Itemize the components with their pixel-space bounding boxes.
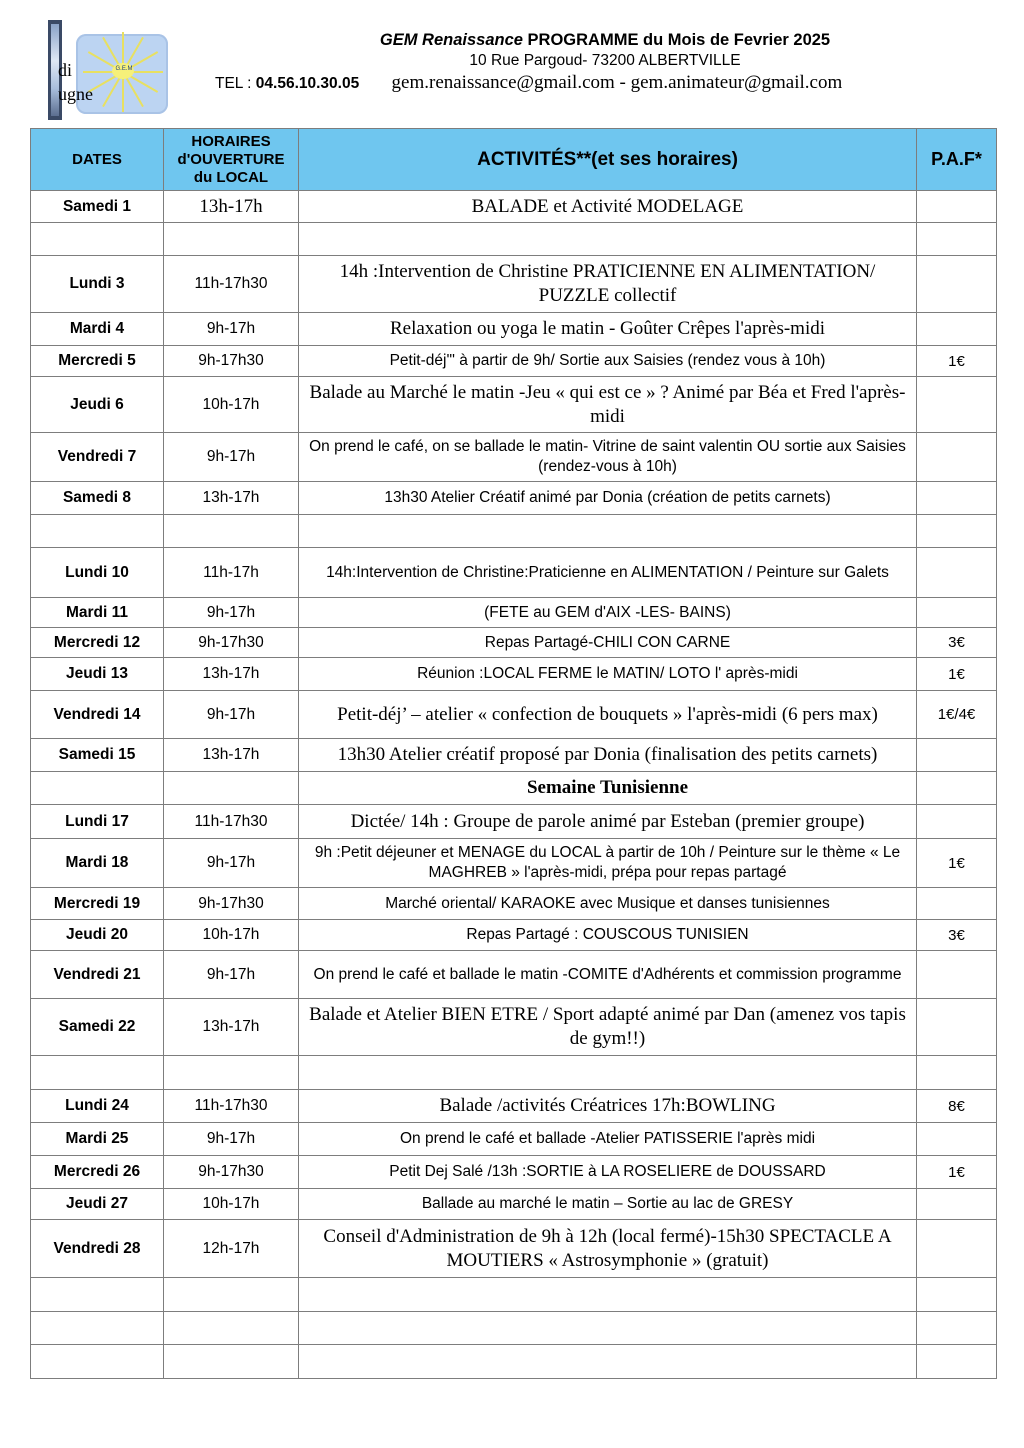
hours-cell: 9h-17h [164, 433, 299, 482]
table-row [31, 598, 997, 628]
table-row [31, 1090, 997, 1123]
date-cell [31, 772, 164, 805]
paf-cell: 3€ [917, 920, 997, 951]
activity-cell: 13h30 Atelier créatif proposé par Donia (finalisation des petits carnets) [299, 739, 917, 772]
paf-cell [917, 223, 997, 256]
program-title [180, 31, 1024, 50]
tel-label: TEL : [215, 75, 256, 92]
table-row [31, 772, 997, 805]
activity-cell: (FETE au GEM d'AIX -LES- BAINS) [299, 598, 917, 628]
header-activities: ACTIVITÉS**(et ses horaires) [299, 129, 917, 191]
activity-cell: On prend le café et ballade le matin -COMITE d'Adhérents et commission programme [299, 951, 917, 999]
org-name: GEM Renaissance [379, 31, 523, 49]
paf-cell [917, 1220, 997, 1278]
table-row [31, 256, 997, 313]
paf-cell [917, 515, 997, 548]
date-cell: Mardi 25 [31, 1123, 164, 1156]
paf-cell [917, 1123, 997, 1156]
hours-cell: 11h-17h [164, 548, 299, 598]
activity-cell [299, 1312, 917, 1345]
table-row [31, 999, 997, 1056]
activity-cell: Repas Partagé-CHILI CON CARNE [299, 628, 917, 658]
date-cell: Samedi 22 [31, 999, 164, 1056]
paf-cell: 1€ [917, 839, 997, 888]
table-row [31, 482, 997, 515]
table-row [31, 515, 997, 548]
table-row [31, 739, 997, 772]
activity-cell: Balade au Marché le matin -Jeu « qui est ce » ? Animé par Béa et Fred l'après-midi [299, 377, 917, 433]
logo-fragment-1: di [58, 60, 73, 80]
table-row [31, 313, 997, 346]
table-header-row [31, 129, 997, 191]
hours-cell [164, 223, 299, 256]
date-cell [31, 1278, 164, 1312]
date-cell: Samedi 15 [31, 739, 164, 772]
hours-cell: 9h-17h30 [164, 628, 299, 658]
paf-cell [917, 256, 997, 313]
hours-cell: 9h-17h30 [164, 888, 299, 920]
table-row [31, 548, 997, 598]
hours-cell: 9h-17h [164, 691, 299, 739]
date-cell: Jeudi 27 [31, 1189, 164, 1220]
hours-cell: 13h-17h [164, 739, 299, 772]
paf-cell [917, 999, 997, 1056]
header-hours [164, 129, 299, 191]
activity-cell: 13h30 Atelier Créatif animé par Donia (création de petits carnets) [299, 482, 917, 515]
date-cell: Mercredi 12 [31, 628, 164, 658]
hours-cell: 9h-17h [164, 1123, 299, 1156]
paf-cell: 1€/4€ [917, 691, 997, 739]
date-cell: Mercredi 26 [31, 1156, 164, 1189]
table-row [31, 839, 997, 888]
table-row [31, 1278, 997, 1312]
activity-cell: Petit Dej Salé /13h :SORTIE à LA ROSELIERE de DOUSSARD [299, 1156, 917, 1189]
table-row [31, 1220, 997, 1278]
date-cell [31, 1312, 164, 1345]
date-cell: Samedi 8 [31, 482, 164, 515]
date-cell: Lundi 3 [31, 256, 164, 313]
paf-cell: 1€ [917, 346, 997, 377]
date-cell: Mercredi 5 [31, 346, 164, 377]
activity-cell: Repas Partagé : COUSCOUS TUNISIEN [299, 920, 917, 951]
email-addresses: gem.renaissance@gmail.com - gem.animateur@gmail.com [391, 72, 843, 93]
hours-cell: 13h-17h [164, 658, 299, 691]
activity-cell [299, 1345, 917, 1379]
hours-cell [164, 772, 299, 805]
table-row [31, 691, 997, 739]
hours-cell [164, 1056, 299, 1090]
date-cell: Mardi 4 [31, 313, 164, 346]
header-hours-line-3: du LOCAL [193, 168, 269, 186]
table-row [31, 377, 997, 433]
activity-cell [299, 223, 917, 256]
paf-cell [917, 805, 997, 839]
date-cell: Mardi 18 [31, 839, 164, 888]
activity-cell: Marché oriental/ KARAOKE avec Musique et danses tunisiennes [299, 888, 917, 920]
activity-cell [299, 515, 917, 548]
activity-cell: Dictée/ 14h : Groupe de parole animé par Esteban (premier groupe) [299, 805, 917, 839]
date-cell: Jeudi 6 [31, 377, 164, 433]
contact-line [215, 72, 1015, 94]
paf-cell [917, 1345, 997, 1379]
activity-cell: 14h :Intervention de Christine PRATICIENNE EN ALIMENTATION/ PUZZLE collectif [299, 256, 917, 313]
activity-cell [299, 1278, 917, 1312]
tel-number: 04.56.10.30.05 [255, 75, 360, 92]
date-cell: Jeudi 20 [31, 920, 164, 951]
paf-cell [917, 951, 997, 999]
program-table [30, 128, 997, 1379]
table-row [31, 1056, 997, 1090]
address: 10 Rue Pargoud- 73200 ALBERTVILLE [469, 52, 741, 69]
activity-cell: On prend le café et ballade -Atelier PATISSERIE l'après midi [299, 1123, 917, 1156]
header-paf: P.A.F* [917, 129, 997, 191]
date-cell: Jeudi 13 [31, 658, 164, 691]
activity-cell: Balade et Atelier BIEN ETRE / Sport adapté animé par Dan (amenez vos tapis de gym!!) [299, 999, 917, 1056]
paf-cell [917, 1189, 997, 1220]
paf-cell [917, 598, 997, 628]
date-cell: Lundi 17 [31, 805, 164, 839]
logo-fragment-2: ugne [58, 84, 93, 104]
program-title-text: PROGRAMME du Mois de Fevrier 2025 [527, 31, 831, 49]
activity-cell: Réunion :LOCAL FERME le MATIN/ LOTO l' après-midi [299, 658, 917, 691]
hours-cell: 10h-17h [164, 920, 299, 951]
activity-cell: Ballade au marché le matin – Sortie au lac de GRESY [299, 1189, 917, 1220]
activity-cell: BALADE et Activité MODELAGE [299, 191, 917, 223]
table-body [31, 191, 997, 1379]
date-cell [31, 223, 164, 256]
paf-cell: 1€ [917, 658, 997, 691]
table-row [31, 658, 997, 691]
logo-text: G.E.M [115, 66, 133, 72]
paf-cell [917, 548, 997, 598]
logo [48, 20, 173, 120]
table-row [31, 433, 997, 482]
hours-cell: 11h-17h30 [164, 1090, 299, 1123]
activity-cell: 9h :Petit déjeuner et MENAGE du LOCAL à partir de 10h / Peinture sur le thème « Le MAGHREB » l'après-midi, prépa pour repas partagé [299, 839, 917, 888]
table-row [31, 1156, 997, 1189]
activity-cell [299, 1056, 917, 1090]
table-row [31, 223, 997, 256]
activity-cell: Petit-déj'" à partir de 9h/ Sortie aux Saisies (rendez vous à 10h) [299, 346, 917, 377]
date-cell: Vendredi 28 [31, 1220, 164, 1278]
hours-cell: 10h-17h [164, 377, 299, 433]
date-cell [31, 1056, 164, 1090]
hours-cell [164, 1312, 299, 1345]
table-row [31, 1123, 997, 1156]
date-cell: Lundi 10 [31, 548, 164, 598]
activity-cell: Petit-déj’ – atelier « confection de bouquets » l'après-midi (6 pers max) [299, 691, 917, 739]
paf-cell [917, 1278, 997, 1312]
table-row [31, 805, 997, 839]
activity-cell: Semaine Tunisienne [299, 772, 917, 805]
date-cell: Vendredi 21 [31, 951, 164, 999]
hours-cell: 13h-17h [164, 999, 299, 1056]
paf-cell [917, 1312, 997, 1345]
table-row [31, 920, 997, 951]
hours-cell: 11h-17h30 [164, 256, 299, 313]
table-row [31, 191, 997, 223]
hours-cell: 13h-17h [164, 191, 299, 223]
hours-cell [164, 515, 299, 548]
activity-cell: On prend le café, on se ballade le matin- Vitrine de saint valentin OU sortie aux Saisies (rendez-vous à 10h) [299, 433, 917, 482]
paf-cell: 1€ [917, 1156, 997, 1189]
paf-cell [917, 313, 997, 346]
paf-cell [917, 1056, 997, 1090]
table-row [31, 888, 997, 920]
hours-cell: 10h-17h [164, 1189, 299, 1220]
table-row [31, 1345, 997, 1379]
hours-cell: 13h-17h [164, 482, 299, 515]
hours-cell: 9h-17h [164, 598, 299, 628]
table-row [31, 346, 997, 377]
date-cell: Mardi 11 [31, 598, 164, 628]
paf-cell [917, 888, 997, 920]
paf-cell [917, 433, 997, 482]
header-dates: DATES [31, 129, 164, 191]
hours-cell: 9h-17h [164, 839, 299, 888]
table-row [31, 1312, 997, 1345]
paf-cell: 8€ [917, 1090, 997, 1123]
table-row [31, 628, 997, 658]
hours-cell: 9h-17h30 [164, 1156, 299, 1189]
paf-cell [917, 772, 997, 805]
date-cell: Samedi 1 [31, 191, 164, 223]
hours-cell: 12h-17h [164, 1220, 299, 1278]
date-cell: Vendredi 7 [31, 433, 164, 482]
activity-cell: 14h:Intervention de Christine:Praticienne en ALIMENTATION / Peinture sur Galets [299, 548, 917, 598]
date-cell [31, 1345, 164, 1379]
date-cell [31, 515, 164, 548]
hours-cell: 9h-17h [164, 951, 299, 999]
activity-cell: Relaxation ou yoga le matin - Goûter Crêpes l'après-midi [299, 313, 917, 346]
hours-cell [164, 1278, 299, 1312]
hours-cell: 11h-17h30 [164, 805, 299, 839]
table-row [31, 1189, 997, 1220]
date-cell: Vendredi 14 [31, 691, 164, 739]
paf-cell [917, 377, 997, 433]
activity-cell: Conseil d'Administration de 9h à 12h (local fermé)-15h30 SPECTACLE A MOUTIERS « Astrosymphonie » (gratuit) [299, 1220, 917, 1278]
header-hours-line-2: d'OUVERTURE [177, 150, 285, 168]
paf-cell [917, 191, 997, 223]
header-hours-line-1: HORAIRES [191, 132, 271, 150]
table-row [31, 951, 997, 999]
date-cell: Lundi 24 [31, 1090, 164, 1123]
paf-cell [917, 482, 997, 515]
hours-cell: 9h-17h30 [164, 346, 299, 377]
activity-cell: Balade /activités Créatrices 17h:BOWLING [299, 1090, 917, 1123]
hours-cell [164, 1345, 299, 1379]
paf-cell: 3€ [917, 628, 997, 658]
date-cell: Mercredi 19 [31, 888, 164, 920]
hours-cell: 9h-17h [164, 313, 299, 346]
paf-cell [917, 739, 997, 772]
